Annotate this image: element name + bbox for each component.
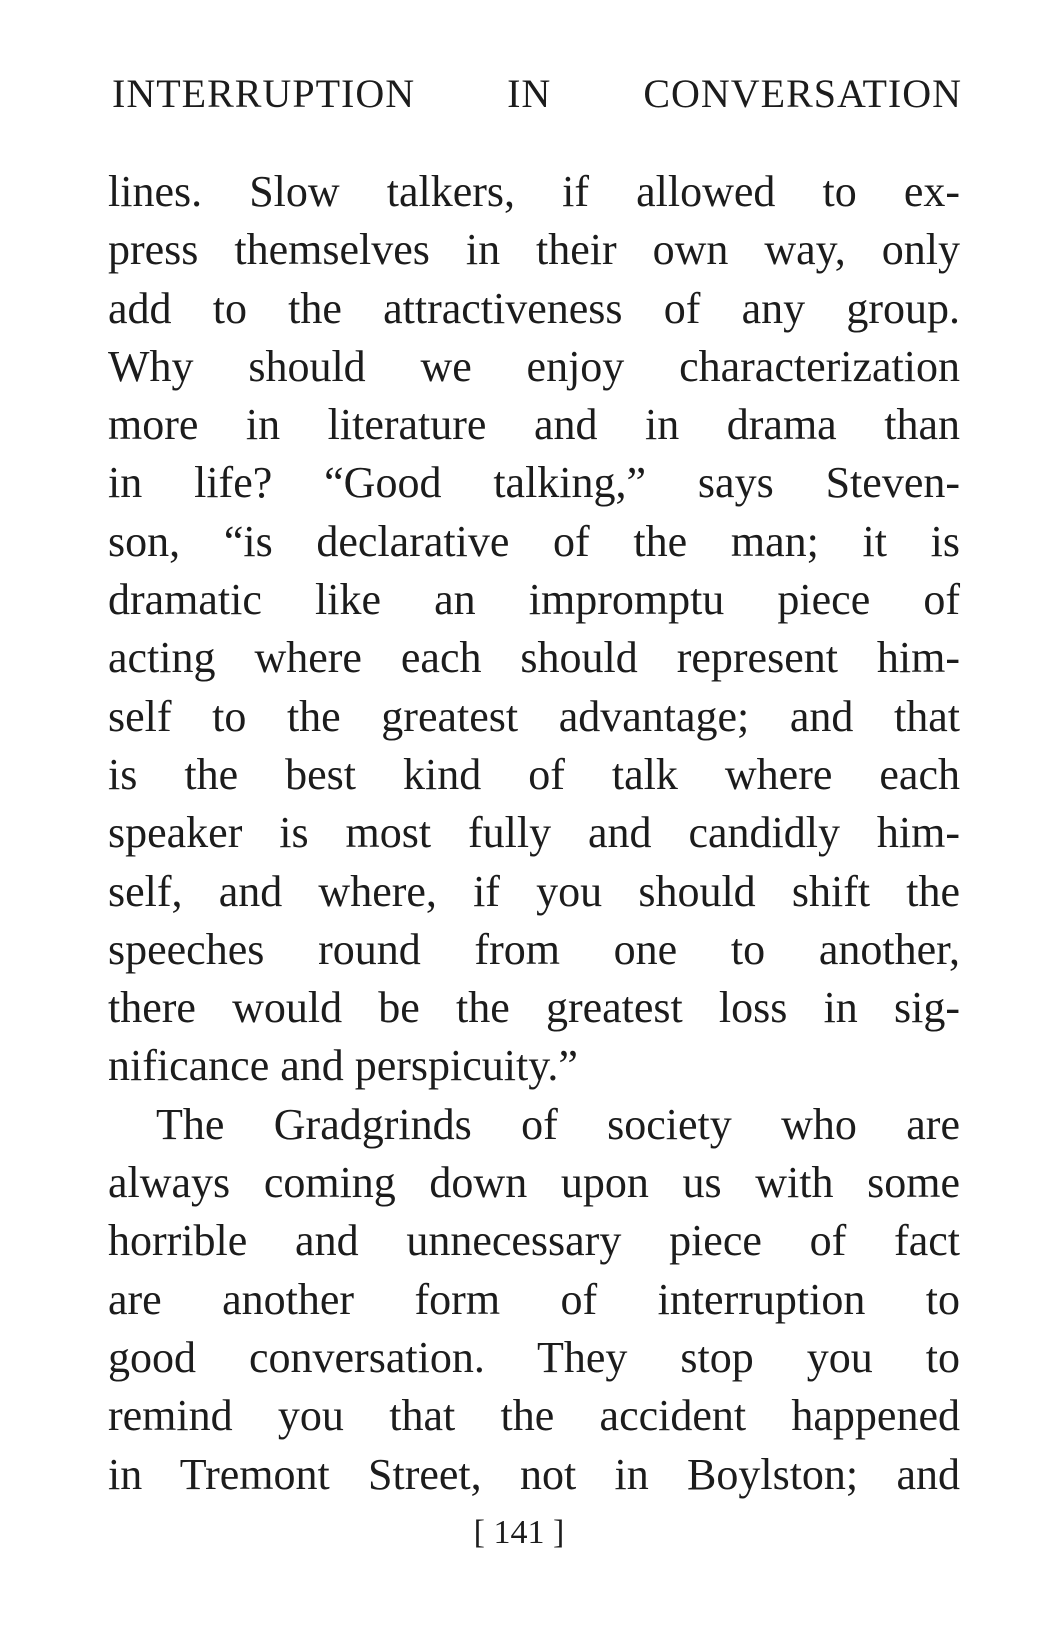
text-line: more in literature and in drama than [108, 400, 960, 450]
text-line: in life? “Good talking,” says Steven- [108, 458, 960, 508]
text-line: acting where each should represent him- [108, 633, 960, 683]
text-line: self to the greatest advantage; and that [108, 691, 960, 741]
text-line: nificance and perspicuity.” [108, 1041, 578, 1091]
paragraph-first-line: The Gradgrinds of society who are [156, 1099, 960, 1149]
text-line: Why should we enjoy characterization [108, 341, 960, 391]
text-line: self, and where, if you should shift the [108, 866, 960, 916]
text-line: lines. Slow talkers, if allowed to ex- [108, 167, 960, 216]
text-line: is the best kind of talk where each [108, 749, 960, 799]
text-line: speeches round from one to another, [108, 924, 960, 974]
text-line: in Tremont Street, not in Boylston; and [108, 1449, 960, 1499]
text-line: horrible and unnecessary piece of fact [108, 1216, 960, 1266]
text-line: good conversation. They stop you to [108, 1332, 960, 1382]
text-line: speaker is most fully and candidly him- [108, 808, 960, 858]
text-line: add to the attractiveness of any group. [108, 283, 960, 333]
running-head: INTERRUPTION IN CONVERSATION [112, 71, 962, 116]
text-line: always coming down upon us with some [108, 1158, 960, 1208]
text-line: dramatic like an impromptu piece of [108, 575, 960, 625]
text-line: press themselves in their own way, only [108, 225, 960, 275]
text-line: son, “is declarative of the man; it is [108, 516, 960, 566]
page-number: [ 141 ] [473, 1514, 565, 1551]
text-line: remind you that the accident happened [108, 1391, 960, 1441]
text-line: there would be the greatest loss in sig- [108, 983, 960, 1033]
text-line: are another form of interruption to [108, 1274, 960, 1324]
body-text [108, 163, 960, 1504]
